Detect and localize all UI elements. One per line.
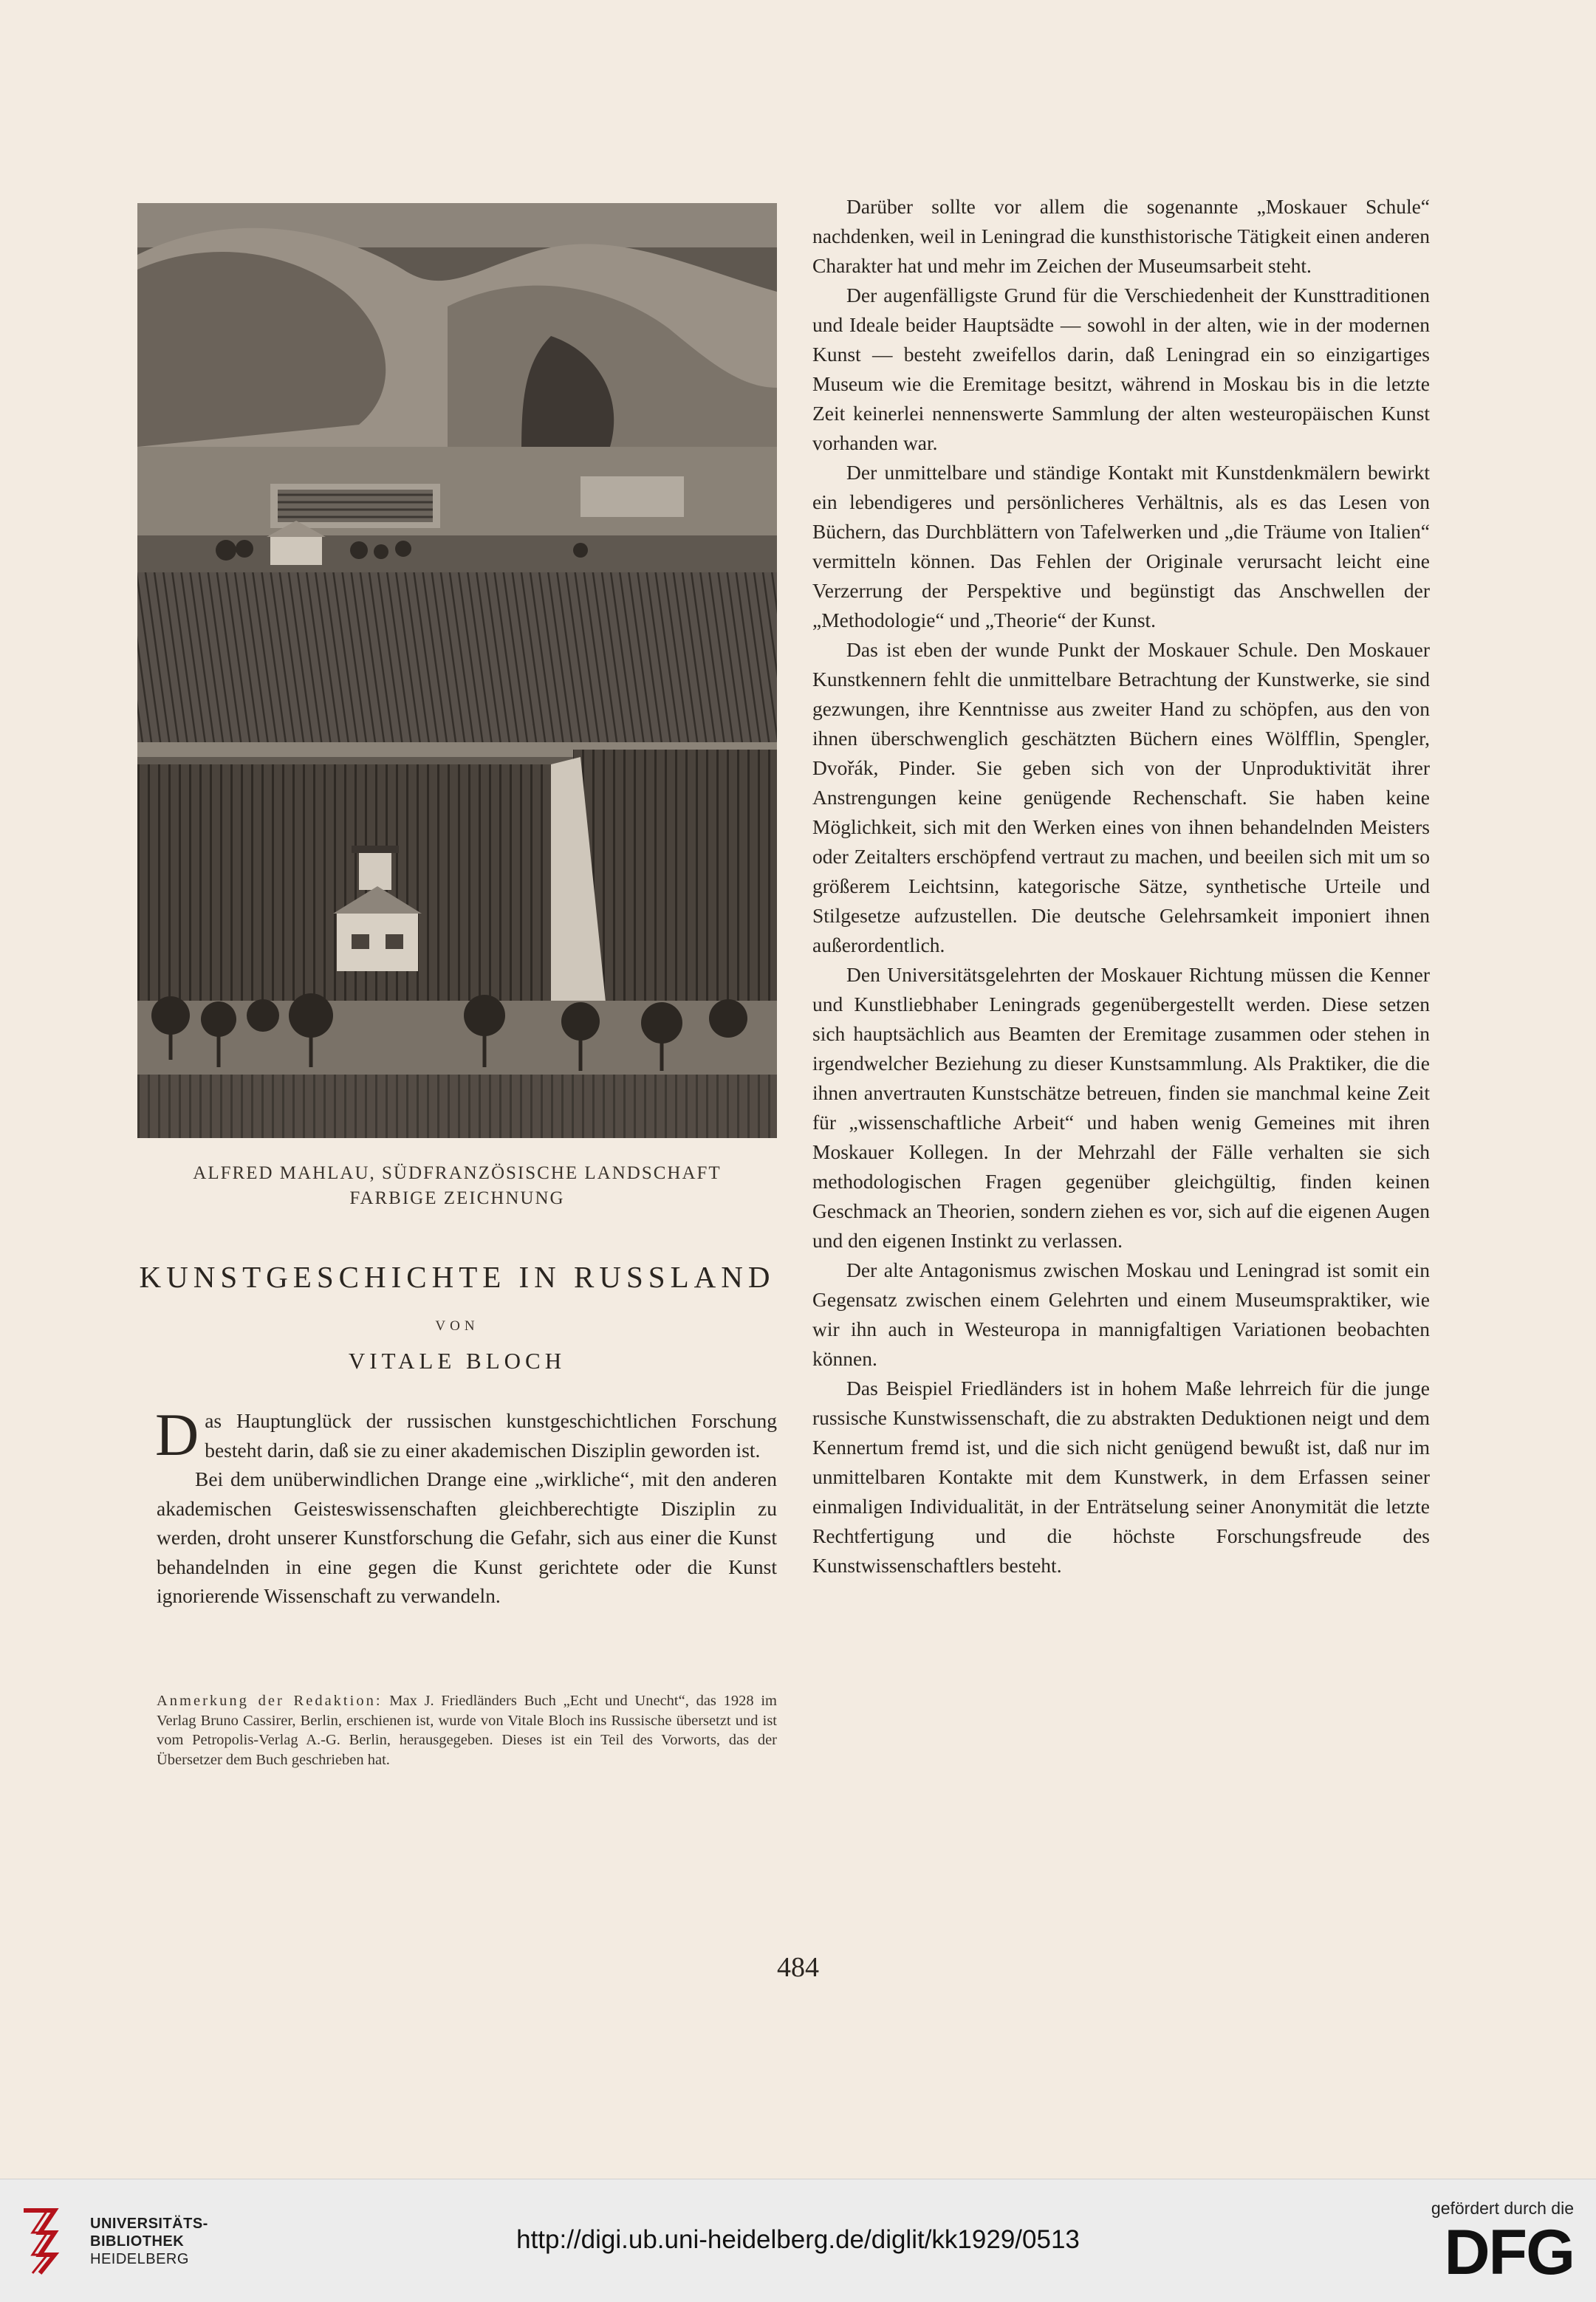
paragraph: Darüber sollte vor allem die sogenannte „Moskauer Schule“ nachdenken, weil in Leningrad die kunsthistorische Tätigkeit einen anderen Charakter hat und mehr im Zeichen der Museumsarbeit steht.: [812, 195, 1430, 277]
digitization-footer: [0, 2179, 1596, 2302]
dfg-logo-icon: DFG: [1444, 2217, 1574, 2288]
paragraph: Der alte Antagonismus zwischen Moskau und Leningrad ist somit ein Gegensatz zwischen einem Gelehrten und einem Museumspraktiker, wie wir ihn auch in Westeuropa in mannigfaltigen Variationen beobachten können.: [812, 1258, 1430, 1370]
landscape-illustration: [137, 203, 777, 1138]
landscape-drawing-icon: [137, 203, 777, 1138]
article-author: VITALE BLOCH: [348, 1348, 566, 1374]
right-column-text: [812, 192, 1430, 1580]
note-body: Max J. Friedländers Buch „Echt und Unecht“, das 1928 im Verlag Bruno Cassirer, Berlin, erschienen ist, wurde von Vitale Bloch ins Russische übersetzt und ist vom Petropolis-Verlag A.-G. Berlin, herausgegeben. Dieses ist ein Teil des Vorworts, das der Übersetzer dem Buch geschrieben hat.: [157, 1693, 777, 1768]
drop-cap: D: [155, 1401, 199, 1468]
editorial-note: [157, 1691, 777, 1770]
paragraph: Das Hauptunglück der russischen kunstgeschichtlichen Forschung besteht darin, daß sie zu einer akademischen Disziplin geworden ist.: [155, 1401, 777, 1468]
paragraph: Bei dem unüberwindlichen Drange eine „wirkliche“, mit den anderen akademischen Geisteswissenschaften gleichberechtigte Disziplin zu werden, droht unserer Kunstforschung die Gefahr, sich aus einer die Kunst behandelnden in eine gegen die Kunst gerichtete oder die Kunst ignorierende Wissenschaft zu verwandeln.: [157, 1467, 777, 1607]
funding-note: gefördert durch die: [1431, 2199, 1574, 2218]
paragraph: Den Universitätsgelehrten der Moskauer Richtung müssen die Kenner und Kunstliebhaber Leningrads gegenübergestellt werden. Diese setzen sich hauptsächlich aus Beamten der Eremitage zusammen oder stehen in irgendwelcher Beziehung zu dieser Kunstsammlung. Als Praktiker, die die ihnen anvertrauten Kunstschätze betreuen, finden sie manchmal keine Zeit für „wissenschaftliche Arbeit“ und haben wenig Gemeines mit ihren Moskauer Kollegen. In der Mehrzahl der Fälle verhalten sie sich methodologischen Fragen gegenüber gleichgültig, finden keinen Geschmack an Theorien, sondern ziehen es vor, sich auf die eigenen Augen und den eigenen Instinkt zu verlassen.: [812, 963, 1430, 1252]
article-title: KUNSTGESCHICHTE IN RUSSLAND: [139, 1260, 775, 1294]
paragraph: Der augenfälligste Grund für die Verschiedenheit der Kunsttraditionen und Ideale beider Hauptsädte — sowohl in der alten, wie in der modernen Kunst — besteht zweifellos darin, daß Leningrad ein so einzigartiges Museum wie die Eremitage besitzt, während in Moskau bis in die letzte Zeit keinerlei nennenswerte Sammlung der alten westeuropäischen Kunst vorhanden war.: [812, 284, 1430, 454]
paragraph: Das ist eben der wunde Punkt der Moskauer Schule. Den Moskauer Kunstkennern fehlt die unmittelbare Betrachtung der Kunstwerke, sie sind gezwungen, ihre Kenntnisse aus zweiter Hand zu schöpfen, aus den von ihnen überschwenglich geschätzten Büchern eines Wölfflin, Spengler, Dvořák, Pinder. Sie geben sich von der Unproduktivität ihrer Anstrengungen keine genügende Rechenschaft. Sie haben keine Möglichkeit, sich mit den Werken eines von ihnen behandelnden Meisters oder Zeitalters erschöpfend vertraut zu machen, und beeilen sich mit um so größerem Leichtsinn, kategorische Sätze, synthetische Urteile und Stilgesetze aufzustellen. Die deutsche Gelehrsamkeit imponiert ihnen außerordentlich.: [812, 638, 1430, 956]
paragraph: Der unmittelbare und ständige Kontakt mit Kunstdenkmälern bewirkt ein lebendigeres und persönlicheres Verhältnis, als es das Lesen von Büchern, das Durchblättern von Tafelwerken und „die Träume von Italien“ vermitteln können. Das Fehlen der Originale verursacht leicht eine Verzerrung der Perspektive und begünstigt das Anschwellen der „Methodologie“ und „Theorie“ der Kunst.: [812, 461, 1430, 631]
caption-line-2: FARBIGE ZEICHNUNG: [349, 1188, 565, 1208]
source-url-link[interactable]: http://digi.ub.uni-heidelberg.de/diglit/kk1929/0513: [516, 2225, 1080, 2254]
paragraph: Das Beispiel Friedländers ist in hohem Maße lehrreich für die junge russische Kunstwissenschaft, die zu abstrakten Deduktionen neigt und dem Kennertum fremd ist, und die sich nicht genügend bewußt ist, daß nur im unmittelbaren Kontakte mit dem Kunstwerk, in dem Erfassen seiner einmaligen Individualität, in der Enträtselung seiner Anonymität die letzte Rechtfertigung und die höchste Forschungsfreude des Kunstwissenschaftlers besteht.: [812, 1377, 1430, 1577]
left-column-text: [155, 1401, 777, 1611]
byline-von: VON: [435, 1318, 479, 1334]
page-number: 484: [777, 1952, 819, 1983]
note-lead: Anmerkung der Redaktion:: [157, 1693, 383, 1709]
figure-caption: [137, 1161, 777, 1211]
library-name: UNIVERSITÄTS- BIBLIOTHEK HEIDELBERG: [90, 2216, 208, 2267]
caption-line-1: ALFRED MAHLAU, SÜDFRANZÖSISCHE LANDSCHAFT: [193, 1163, 722, 1183]
